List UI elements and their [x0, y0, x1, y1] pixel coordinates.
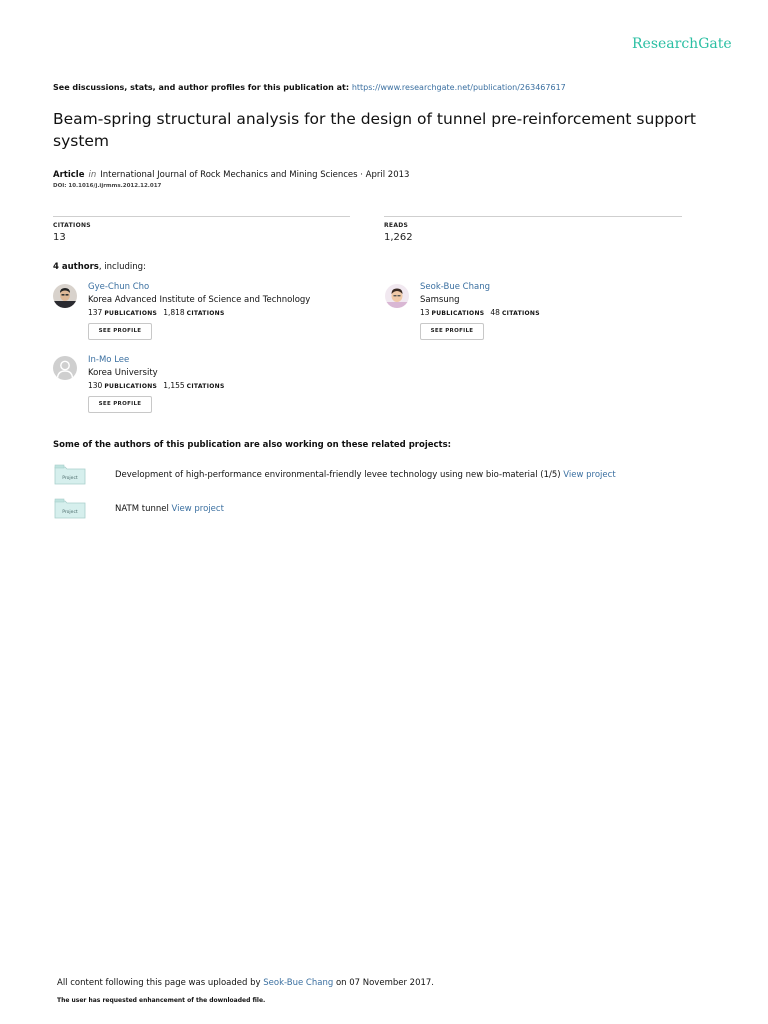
project-1-title: Development of high-performance environmental-friendly levee technology using new bio-material (1/5) [115, 470, 561, 480]
upload-prefix: All content following this page was uploaded by [57, 978, 261, 988]
upload-suffix: on 07 November 2017. [335, 978, 434, 988]
citations-divider [53, 216, 350, 217]
publications-label: PUBLICATIONS [104, 310, 158, 317]
author-3-stats [88, 381, 231, 390]
reads-value: 1,262 [384, 232, 413, 243]
researchgate-logo[interactable]: ResearchGate [632, 36, 732, 52]
project-2-view-link[interactable]: View project [171, 504, 224, 514]
project-2-title: NATM tunnel [115, 504, 169, 514]
author-1-name[interactable]: Gye-Chun Cho [88, 282, 150, 292]
author-1-publications: 137 [88, 308, 103, 317]
reads-divider [384, 216, 682, 217]
avatar-author-1[interactable] [53, 284, 77, 308]
citations-value: 13 [53, 232, 66, 243]
author-1-citations: 1,818 [163, 308, 185, 317]
project-1-view-link[interactable]: View project [563, 470, 616, 480]
authors-heading [53, 262, 146, 272]
avatar-placeholder-icon[interactable] [53, 356, 77, 380]
citations-label: CITATIONS [501, 310, 540, 317]
publication-url-link[interactable]: https://www.researchgate.net/publication/263467617 [351, 83, 566, 92]
project-folder-icon [54, 498, 86, 519]
publications-label: PUBLICATIONS [104, 383, 158, 390]
in-word: in [88, 170, 97, 180]
author-2-publications: 13 [420, 308, 430, 317]
author-3-citations: 1,155 [163, 381, 185, 390]
upload-notice [57, 978, 434, 988]
author-2-name[interactable]: Seok-Bue Chang [420, 282, 490, 292]
publications-label: PUBLICATIONS [431, 310, 485, 317]
publication-type: Article [53, 170, 85, 180]
doi: DOI: 10.1016/j.ijrmms.2012.12.017 [53, 183, 162, 189]
see-profile-button-author-3[interactable]: SEE PROFILE [88, 396, 152, 413]
project-icon-label: Project [62, 476, 78, 481]
related-projects-heading: Some of the authors of this publication are also working on these related projects: [53, 440, 452, 450]
citations-label: CITATIONS [186, 310, 225, 317]
project-1 [115, 470, 616, 480]
journal-name: International Journal of Rock Mechanics and Mining Sciences · April 2013 [100, 170, 410, 180]
publication-title: Beam-spring structural analysis for the design of tunnel pre-reinforcement support system [53, 110, 696, 150]
author-3-institution: Korea University [88, 368, 158, 378]
see-profile-button-author-2[interactable]: SEE PROFILE [420, 323, 484, 340]
discussion-prefix: See discussions, stats, and author profiles for this publication at: [53, 83, 350, 92]
author-1-stats [88, 308, 231, 317]
publication-meta [53, 170, 409, 180]
uploader-link[interactable]: Seok-Bue Chang [263, 978, 334, 988]
author-3-name[interactable]: In-Mo Lee [88, 355, 130, 365]
author-1-institution: Korea Advanced Institute of Science and Technology [88, 295, 311, 305]
author-3-publications: 130 [88, 381, 103, 390]
author-2-institution: Samsung [420, 295, 460, 305]
project-folder-icon [54, 464, 86, 485]
project-2 [115, 504, 224, 514]
discussion-line [53, 83, 566, 92]
citations-label: CITATIONS [186, 383, 225, 390]
project-icon-label: Project [62, 510, 78, 515]
see-profile-button-author-1[interactable]: SEE PROFILE [88, 323, 152, 340]
reads-label: READS [384, 222, 409, 229]
citations-label: CITATIONS [53, 222, 91, 229]
author-2-citations: 48 [490, 308, 500, 317]
avatar-author-2[interactable] [385, 284, 409, 308]
authors-suffix: , including: [98, 262, 146, 272]
enhancement-note: The user has requested enhancement of the downloaded file. [57, 997, 266, 1004]
author-2-stats [420, 308, 546, 317]
authors-count: 4 authors [53, 262, 99, 272]
